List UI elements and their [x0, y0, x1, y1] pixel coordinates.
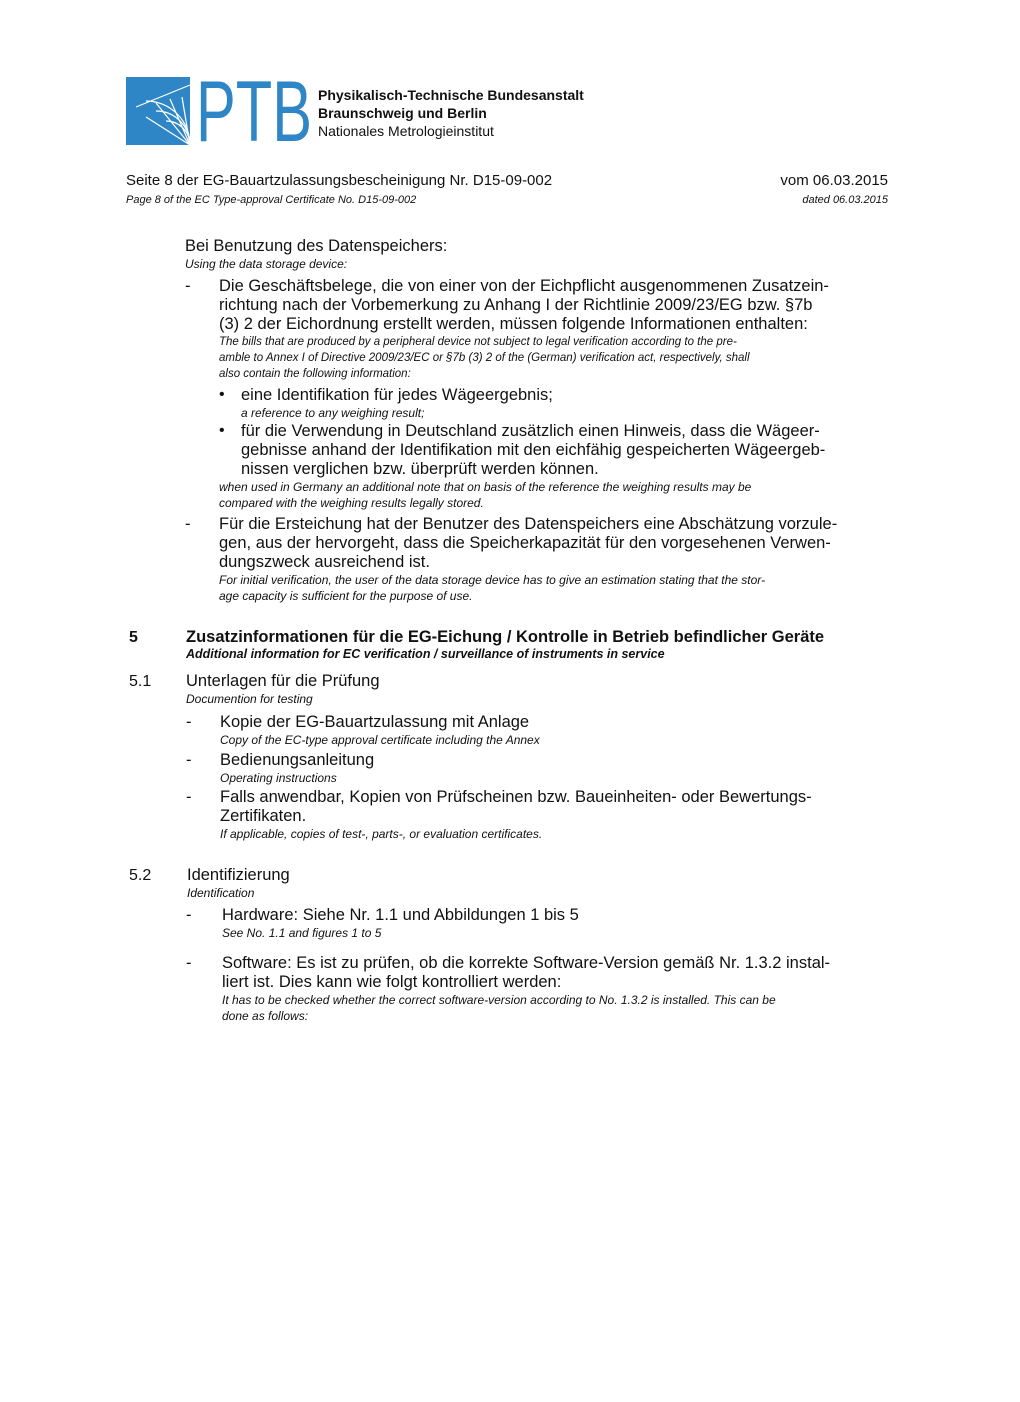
- list-item: [186, 751, 886, 786]
- org-location: Braunschweig und Berlin: [318, 105, 487, 121]
- storage-item-1: [185, 277, 905, 382]
- bullet-marker: •: [219, 422, 225, 439]
- bullet-item-2: [219, 422, 899, 511]
- dash-marker: -: [185, 515, 191, 533]
- section-5-2-heading: [187, 866, 290, 901]
- section-5-1-title-de: Unterlagen für die Prüfung: [186, 672, 380, 690]
- item-en: It has to be checked whether the correct software-version according to No. 1.3.2 is installed. This can be: [222, 993, 776, 1007]
- dash-marker: -: [185, 277, 191, 295]
- logo-text: PTB: [196, 64, 312, 160]
- item-de: liert ist. Dies kann wie folgt kontrolliert werden:: [222, 973, 562, 991]
- bullet2-en-line: when used in Germany an additional note that on basis of the reference the weighing results may be: [219, 480, 752, 494]
- item2-de-line: dungszweck ausreichend ist.: [219, 553, 430, 571]
- item-de: Software: Es ist zu prüfen, ob die korrekte Software-Version gemäß Nr. 1.3.2 instal-: [222, 954, 831, 972]
- dash-marker: -: [186, 713, 192, 731]
- item-de: Zertifikaten.: [220, 807, 307, 825]
- item1-en-line: The bills that are produced by a peripheral device not subject to legal verification according to the pre-: [219, 336, 737, 348]
- storage-title-de: Bei Benutzung des Datenspeichers:: [185, 237, 448, 255]
- date-en: dated 06.03.2015: [802, 194, 888, 206]
- item2-en-line: For initial verification, the user of the data storage device has to give an estimation stating that the stor-: [219, 573, 766, 587]
- section-5-2-title-en: Identification: [187, 886, 255, 900]
- org-name: Physikalisch-Technische Bundesanstalt: [318, 87, 584, 103]
- item1-en-line: amble to Annex I of Directive 2009/23/EC or §7b (3) 2 of the (German) verification act, respectively, shall: [219, 352, 750, 364]
- item-en: See No. 1.1 and figures 1 to 5: [222, 926, 382, 940]
- item-de: Kopie der EG-Bauartzulassung mit Anlage: [220, 713, 530, 731]
- ptb-logo: [126, 64, 312, 160]
- item-de: Hardware: Siehe Nr. 1.1 und Abbildungen 1 bis 5: [222, 906, 579, 924]
- item2-en-line: age capacity is sufficient for the purpose of use.: [219, 589, 473, 603]
- item-en: done as follows:: [222, 1009, 309, 1023]
- item1-de-line: (3) 2 der Eichordnung erstellt werden, müssen folgende Informationen enthalten:: [219, 315, 808, 333]
- section-5-1-title-en: Documention for testing: [186, 692, 313, 706]
- section-5-number: 5: [129, 629, 138, 646]
- section-5-heading: [186, 628, 824, 661]
- bullet2-de-line: für die Verwendung in Deutschland zusätzlich einen Hinweis, dass die Wägeer-: [241, 422, 820, 440]
- section-5-title-en: Additional information for EC verification / surveillance of instruments in service: [186, 647, 665, 661]
- list-item: [186, 713, 886, 748]
- section-5-2-title-de: Identifizierung: [187, 866, 290, 884]
- bullet2-en-line: compared with the weighing results legally stored.: [219, 496, 484, 510]
- dash-marker: -: [186, 751, 192, 769]
- storage-title-en: Using the data storage device:: [185, 257, 348, 271]
- bullet1-de: eine Identifikation für jedes Wägeergebnis;: [241, 386, 553, 404]
- item-en: If applicable, copies of test-, parts-, or evaluation certificates.: [220, 827, 543, 841]
- dash-marker: -: [186, 954, 192, 972]
- section-5-1-heading: [186, 672, 380, 707]
- item2-de-line: gen, aus der hervorgeht, dass die Speicherkapazität für den vorgesehenen Verwen-: [219, 534, 831, 552]
- section-5-1-number: 5.1: [129, 673, 152, 690]
- bullet-marker: •: [219, 386, 225, 403]
- storage-heading: [185, 237, 447, 272]
- page-ref-en: Page 8 of the EC Type-approval Certificate No. D15-09-002: [126, 194, 417, 206]
- item1-en-line: also contain the following information:: [219, 368, 411, 380]
- item-en: Operating instructions: [220, 771, 337, 785]
- bullet2-de-line: nissen verglichen bzw. überprüft werden können.: [241, 460, 599, 478]
- storage-item-2: [185, 515, 905, 604]
- item-en: Copy of the EC-type approval certificate including the Annex: [220, 733, 540, 747]
- bullet2-de-line: gebnisse anhand der Identifikation mit den eichfähig gespeicherten Wägeergeb-: [241, 441, 826, 459]
- list-item: [186, 954, 896, 1024]
- bullet1-en: a reference to any weighing result;: [241, 406, 425, 420]
- list-item: [186, 906, 896, 941]
- org-subtitle: Nationales Metrologieinstitut: [318, 123, 494, 139]
- organization-block: [318, 86, 584, 140]
- item1-de-line: richtung nach der Vorbemerkung zu Anhang I der Richtlinie 2009/23/EG bzw. §7b: [219, 296, 813, 314]
- dash-marker: -: [186, 788, 192, 806]
- date-de: vom 06.03.2015: [780, 172, 888, 189]
- item1-de-line: Die Geschäftsbelege, die von einer von der Eichpflicht ausgenommenen Zusatzein-: [219, 277, 829, 295]
- page-reference: [126, 172, 552, 208]
- list-item: [186, 788, 886, 842]
- page-ref-de: Seite 8 der EG-Bauartzulassungsbescheinigung Nr. D15-09-002: [126, 172, 553, 189]
- section-5-2-number: 5.2: [129, 867, 152, 884]
- item2-de-line: Für die Ersteichung hat der Benutzer des Datenspeichers eine Abschätzung vorzule-: [219, 515, 838, 533]
- bullet-item-1: [219, 386, 899, 421]
- dash-marker: -: [186, 906, 192, 924]
- item-de: Falls anwendbar, Kopien von Prüfscheinen bzw. Baueinheiten- oder Bewertungs-: [220, 788, 812, 806]
- section-5-title-de: Zusatzinformationen für die EG-Eichung / Kontrolle in Betrieb befindlicher Geräte: [186, 628, 825, 646]
- date-reference: [720, 172, 888, 208]
- item-de: Bedienungsanleitung: [220, 751, 375, 769]
